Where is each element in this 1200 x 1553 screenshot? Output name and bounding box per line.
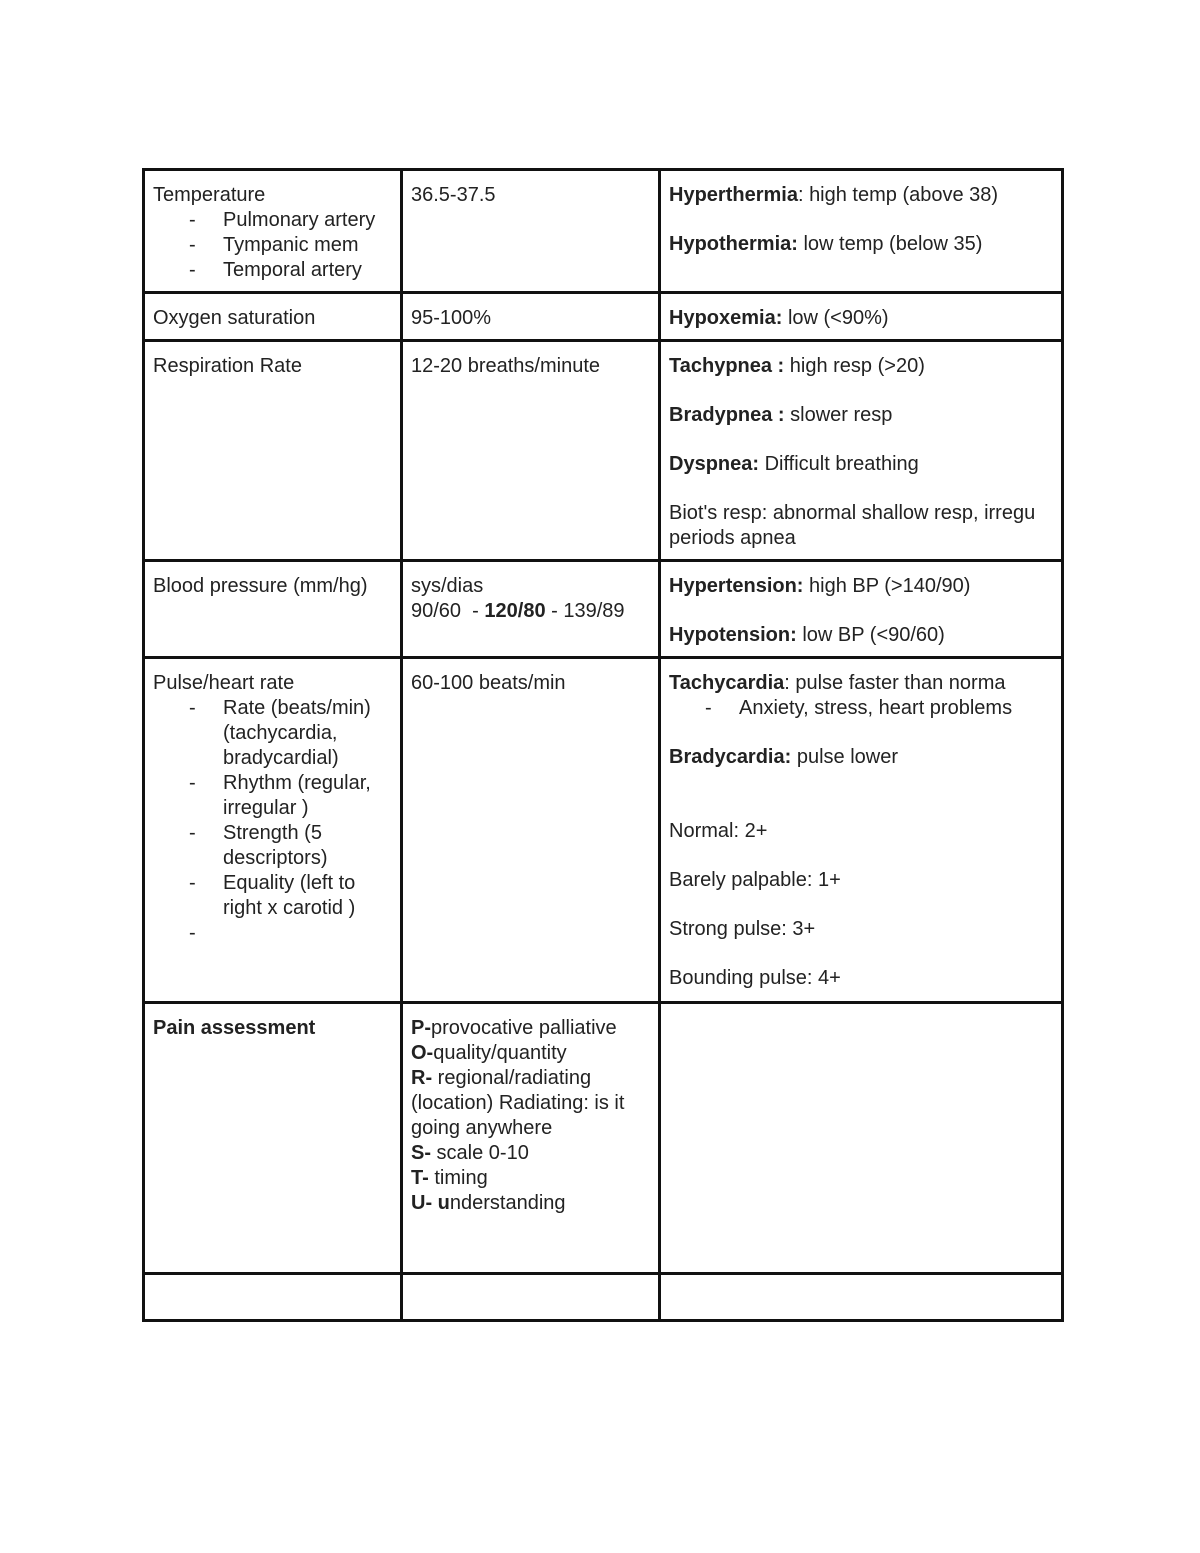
normal-units: sys/dias <box>411 575 484 597</box>
cell-normal <box>402 561 660 658</box>
list-item: - Pulmonary artery <box>189 209 376 231</box>
normal-range: 95-100% <box>411 307 492 329</box>
note-text: Biot's resp: abnormal shallow resp, irregu periods apnea <box>669 502 1036 549</box>
term-line: Hypothermia: low temp (below 35) <box>669 233 983 255</box>
term-line: Bradypnea : slower resp <box>669 404 893 426</box>
cell-empty <box>144 1274 402 1321</box>
param-label: Blood pressure (mm/hg) <box>153 575 368 597</box>
term-line: Dyspnea: Difficult breathing <box>669 453 919 475</box>
list-item: - Rhythm (regular, irregular ) <box>189 772 371 819</box>
cell-normal <box>402 293 660 341</box>
cell-terms <box>660 341 1063 561</box>
cell-param <box>144 1003 402 1274</box>
tachy-list <box>669 696 1053 721</box>
table-row-respiration <box>144 341 1063 561</box>
normal-range: 60-100 beats/min <box>411 672 566 694</box>
cell-terms <box>660 293 1063 341</box>
table-row-pain <box>144 1003 1063 1274</box>
cell-terms <box>660 170 1063 293</box>
pqrstu-item: O-quality/quantity <box>411 1042 567 1064</box>
param-list <box>153 696 392 946</box>
list-item: - <box>189 922 196 944</box>
cell-param <box>144 658 402 1003</box>
table-row-pulse <box>144 658 1063 1003</box>
grade-line: Normal: 2+ <box>669 820 768 842</box>
cell-normal <box>402 341 660 561</box>
pqrstu-item: P-provocative palliative <box>411 1017 617 1039</box>
cell-normal <box>402 170 660 293</box>
param-list <box>153 208 392 283</box>
grade-line: Barely palpable: 1+ <box>669 869 841 891</box>
param-label: Pain assessment <box>153 1017 316 1039</box>
param-label: Respiration Rate <box>153 355 302 377</box>
normal-range: 12-20 breaths/minute <box>411 355 601 377</box>
table-row-empty <box>144 1274 1063 1321</box>
table-row-blood-pressure <box>144 561 1063 658</box>
cell-terms <box>660 561 1063 658</box>
pqrstu-item: U- understanding <box>411 1192 566 1214</box>
list-item: - Rate (beats/min) (tachycardia, bradycardial) <box>189 697 371 769</box>
vital-signs-table <box>142 168 1064 1322</box>
term-line: Hypoxemia: low (<90%) <box>669 307 889 329</box>
list-item: - Equality (left to right x carotid ) <box>189 872 356 919</box>
cell-terms <box>660 658 1063 1003</box>
param-label: Pulse/heart rate <box>153 672 295 694</box>
cell-param <box>144 170 402 293</box>
param-label: Temperature <box>153 184 266 206</box>
term-line: Hypertension: high BP (>140/90) <box>669 575 971 597</box>
list-item: - Temporal artery <box>189 259 362 281</box>
list-item: - Tympanic mem <box>189 234 359 256</box>
cell-param <box>144 561 402 658</box>
term-line: Tachycardia: pulse faster than norma <box>669 672 1006 694</box>
cell-normal <box>402 658 660 1003</box>
table-row-temperature <box>144 170 1063 293</box>
cell-param <box>144 293 402 341</box>
term-line: Hypotension: low BP (<90/60) <box>669 624 945 646</box>
cell-empty <box>660 1274 1063 1321</box>
list-item: - Strength (5 descriptors) <box>189 822 328 869</box>
cell-normal <box>402 1003 660 1274</box>
table-row-oxygen <box>144 293 1063 341</box>
pqrstu-item: R- regional/radiating (location) Radiating: is it going anywhere <box>411 1067 625 1139</box>
cell-param <box>144 341 402 561</box>
param-label: Oxygen saturation <box>153 307 316 329</box>
normal-range: 90/60 - 120/80 - 139/89 <box>411 600 625 622</box>
list-item: - Anxiety, stress, heart problems <box>705 697 1013 719</box>
cell-empty <box>402 1274 660 1321</box>
term-line: Hyperthermia: high temp (above 38) <box>669 184 999 206</box>
term-line: Tachypnea : high resp (>20) <box>669 355 925 377</box>
pqrstu-item: T- timing <box>411 1167 488 1189</box>
pqrstu-item: S- scale 0-10 <box>411 1142 529 1164</box>
cell-terms <box>660 1003 1063 1274</box>
term-line: Bradycardia: pulse lower <box>669 746 898 768</box>
grade-line: Bounding pulse: 4+ <box>669 967 841 989</box>
normal-range: 36.5-37.5 <box>411 184 496 206</box>
grade-line: Strong pulse: 3+ <box>669 918 816 940</box>
